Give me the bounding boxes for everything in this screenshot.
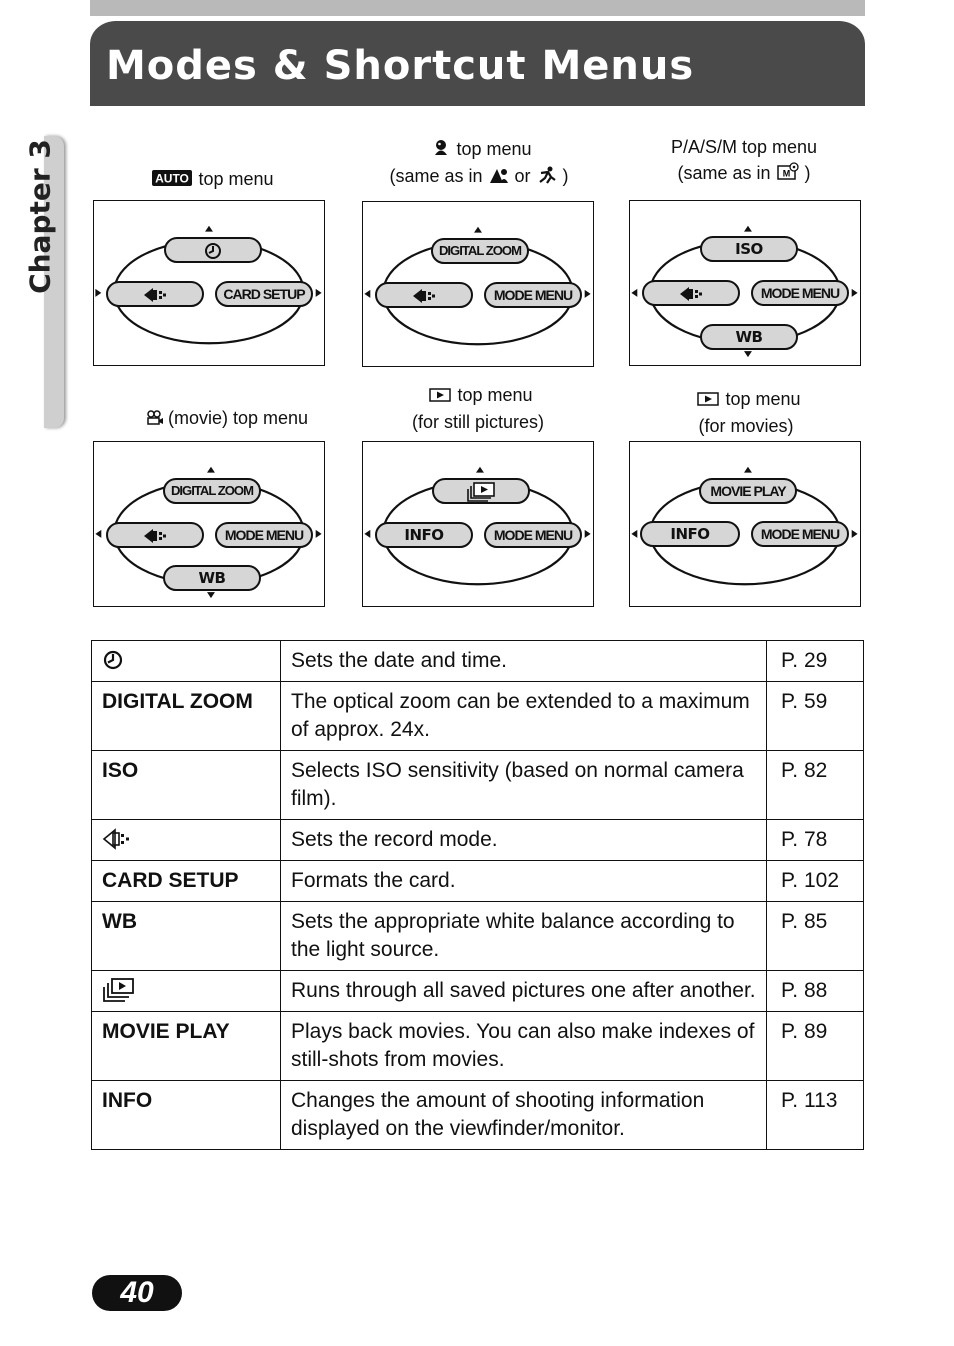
chapter-label-text: Chapter 3: [23, 139, 57, 294]
clock-icon: [204, 242, 222, 260]
page-title: Modes & Shortcut Menus: [106, 43, 695, 89]
left-button[interactable]: INFO: [640, 521, 740, 547]
right-button[interactable]: MODE MENU: [484, 522, 582, 548]
movie-icon: [146, 406, 164, 432]
table-cell-name: MOVIE PLAY: [92, 1012, 281, 1081]
table-cell-desc: Selects ISO sensitivity (based on normal camera film).: [281, 751, 767, 820]
sports-icon: [537, 165, 557, 191]
table-cell-page: P. 89: [767, 1012, 864, 1081]
caption-pasm: P/A/S/M top menu (same as in M ): [628, 134, 860, 187]
table-cell-desc: Sets the appropriate white balance according to the light source.: [281, 902, 767, 971]
right-button[interactable]: MODE MENU: [751, 280, 849, 306]
table-row: [92, 682, 864, 751]
table-cell-name: CARD SETUP: [92, 861, 281, 902]
table-cell-name: DIGITAL ZOOM: [92, 682, 281, 751]
landscape-portrait-icon: [489, 165, 509, 191]
top-button[interactable]: DIGITAL ZOOM: [163, 478, 261, 504]
top-button[interactable]: [164, 237, 262, 263]
diagram-play-still-menu: [362, 441, 594, 607]
top-bar: [90, 0, 865, 16]
table-cell-page: P. 59: [767, 682, 864, 751]
table-row: [92, 902, 864, 971]
table-cell-name: [92, 641, 281, 682]
table-cell-name: [92, 971, 281, 1012]
record-mode-icon: [678, 285, 704, 303]
page-header: [90, 18, 865, 106]
record-mode-icon: [142, 527, 168, 545]
table-cell-page: P. 88: [767, 971, 864, 1012]
bottom-button[interactable]: WB: [700, 324, 798, 350]
caption-auto: AUTO top menu: [94, 166, 326, 193]
chapter-label: [20, 140, 60, 300]
left-button[interactable]: [642, 280, 740, 306]
table-row: [92, 641, 864, 682]
caption-play-still: top menu (for still pictures): [411, 385, 545, 433]
table-cell-page: P. 85: [767, 902, 864, 971]
table-cell-desc: Sets the record mode.: [281, 820, 767, 861]
left-button[interactable]: [106, 522, 204, 548]
page-number: 40: [92, 1275, 182, 1311]
auto-icon: [152, 167, 192, 193]
table-row: [92, 971, 864, 1012]
record-mode-icon: [411, 287, 437, 305]
table-cell-desc: Sets the date and time.: [281, 641, 767, 682]
table-cell-desc: Plays back movies. You can also make indexes of still-shots from movies.: [281, 1012, 767, 1081]
top-button[interactable]: [432, 478, 530, 504]
top-button[interactable]: ISO: [700, 236, 798, 262]
top-button[interactable]: MOVIE PLAY: [699, 478, 797, 504]
table-cell-name: ISO: [92, 751, 281, 820]
table-row: [92, 820, 864, 861]
caption-play-movie: top menu (for movies): [698, 389, 801, 437]
slideshow-icon: [102, 977, 136, 1003]
table-cell-name: [92, 820, 281, 861]
table-cell-desc: Runs through all saved pictures one after another.: [281, 971, 767, 1012]
table-cell-desc: Changes the amount of shooting information displayed on the viewfinder/monitor.: [281, 1081, 767, 1150]
caption-movie: (movie) top menu: [94, 405, 354, 432]
portrait-icon: [432, 137, 450, 163]
table-cell-page: P. 78: [767, 820, 864, 861]
table-cell-page: P. 113: [767, 1081, 864, 1150]
diagram-portrait-menu: [362, 201, 594, 367]
table-row: [92, 861, 864, 902]
diagram-auto-menu: [93, 200, 325, 366]
right-button[interactable]: MODE MENU: [484, 282, 582, 308]
left-button[interactable]: [375, 282, 473, 308]
diagram-play-movie-menu: [629, 441, 861, 607]
diagram-pasm-menu: [629, 200, 861, 366]
right-button[interactable]: MODE MENU: [215, 522, 313, 548]
table-row: [92, 751, 864, 820]
slideshow-icon: [466, 482, 496, 502]
table-row: [92, 1012, 864, 1081]
playback-icon: [429, 383, 451, 409]
my-mode-icon: [777, 161, 799, 187]
svg-text:M: M: [782, 168, 790, 179]
table-cell-name: INFO: [92, 1081, 281, 1150]
bottom-button[interactable]: WB: [163, 565, 261, 591]
caption-portrait: top menu (same as in or ): [350, 136, 608, 191]
clock-icon: [102, 649, 124, 671]
table-cell-desc: The optical zoom can be extended to a maximum of approx. 24x.: [281, 682, 767, 751]
right-button[interactable]: CARD SETUP: [215, 281, 313, 307]
playback-icon: [697, 387, 719, 413]
record-mode-icon: [142, 286, 168, 304]
table-cell-page: P. 29: [767, 641, 864, 682]
left-button[interactable]: [106, 281, 204, 307]
table-cell-page: P. 82: [767, 751, 864, 820]
right-button[interactable]: MODE MENU: [751, 521, 849, 547]
table-cell-page: P. 102: [767, 861, 864, 902]
table-cell-name: WB: [92, 902, 281, 971]
left-button[interactable]: INFO: [375, 522, 473, 548]
menu-reference-table: [91, 640, 864, 1150]
table-row: [92, 1081, 864, 1150]
table-cell-desc: Formats the card.: [281, 861, 767, 902]
svg-text:AUTO: AUTO: [155, 171, 190, 186]
top-button[interactable]: DIGITAL ZOOM: [431, 238, 529, 264]
diagram-movie-menu: [93, 441, 325, 607]
record-mode-icon: [102, 828, 132, 850]
